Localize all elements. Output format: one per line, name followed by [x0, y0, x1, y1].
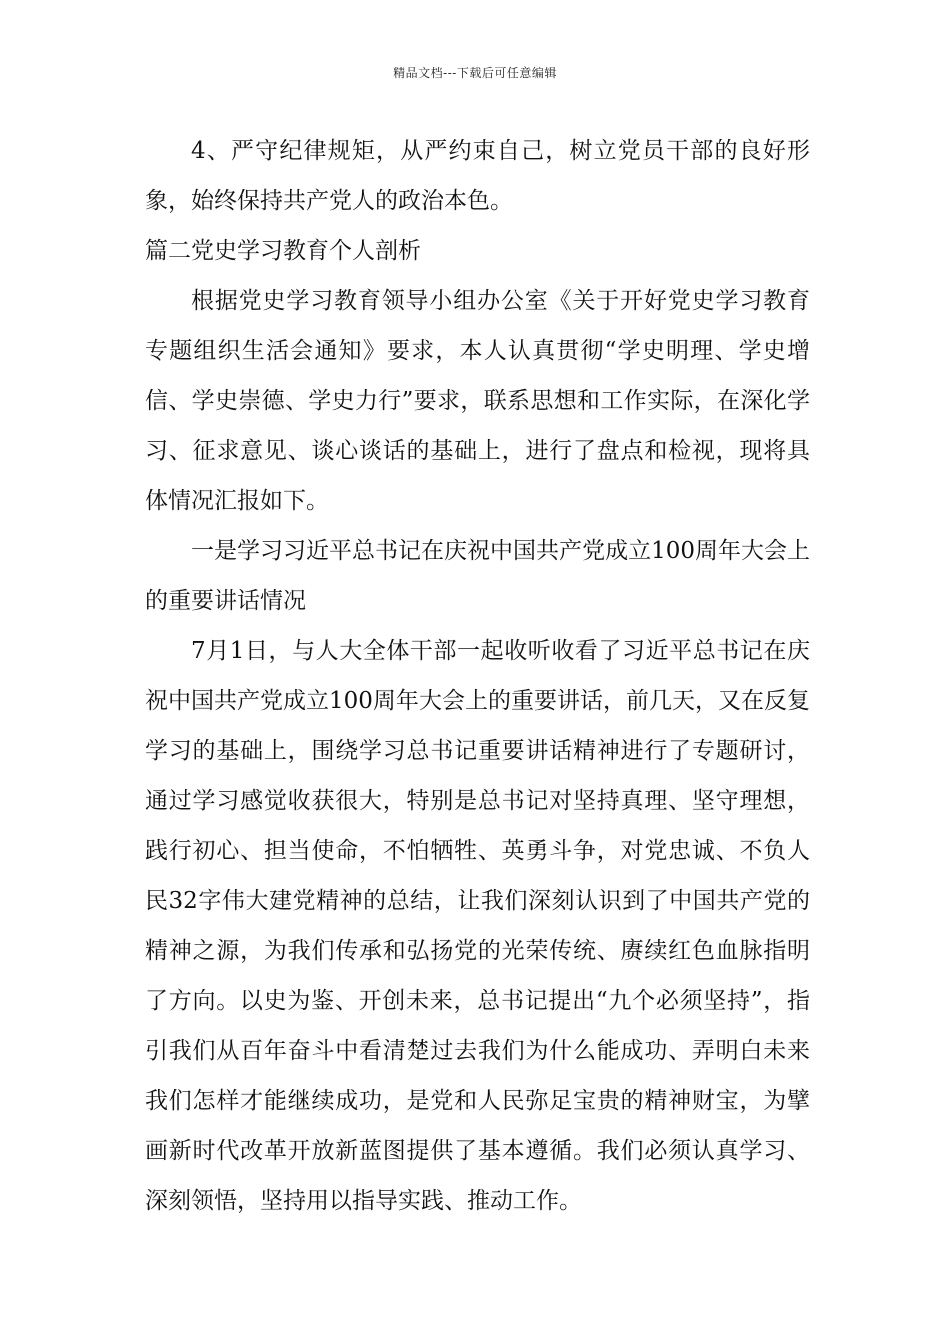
paragraph-point-1: 一是学习习近平总书记在庆祝中国共产党成立100周年大会上的重要讲话情况 [145, 538, 810, 614]
paragraph-intro: 根据党史学习教育领导小组办公室《关于开好党史学习教育专题组织生活会通知》要求，本人认真贯彻“学史明理、学史增信、学史崇德、学史力行”要求，联系思想和工作实际，在深化学习、征求意见、谈心谈话的基础上，进行了盘点和检视，现将具体情况汇报如下。 [145, 288, 810, 514]
section-title: 篇二党史学习教育个人剖析 [145, 238, 421, 264]
paragraph-point-4: 4、严守纪律规矩，从严约束自己，树立党员干部的良好形象，始终保持共产党人的政治本色。 [145, 138, 810, 214]
document-body [145, 126, 810, 1226]
paragraph-detail: 7月1日，与人大全体干部一起收听收看了习近平总书记在庆祝中国共产党成立100周年大会上的重要讲话，前几天，又在反复学习的基础上，围绕学习总书记重要讲话精神进行了专题研讨，通过学习感觉收获很大，特别是总书记对坚持真理、坚守理想，践行初心、担当使命，不怕牺牲、英勇斗争，对党忠诚、不负人民32字伟大建党精神的总结，让我们深刻认识到了中国共产党的精神之源，为我们传承和弘扬党的光荣传统、赓续红色血脉指明了方向。以史为鉴、开创未来，总书记提出“九个必须坚持”，指引我们从百年奋斗中看清楚过去我们为什么能成功、弄明白未来我们怎样才能继续成功，是党和人民弥足宝贵的精神财宝，为擘画新时代改革开放新蓝图提供了基本遵循。我们必须认真学习、深刻领悟，坚持用以指导实践、推动工作。 [145, 638, 810, 1214]
page-header: 精品文档---下载后可任意编辑 [393, 66, 557, 80]
